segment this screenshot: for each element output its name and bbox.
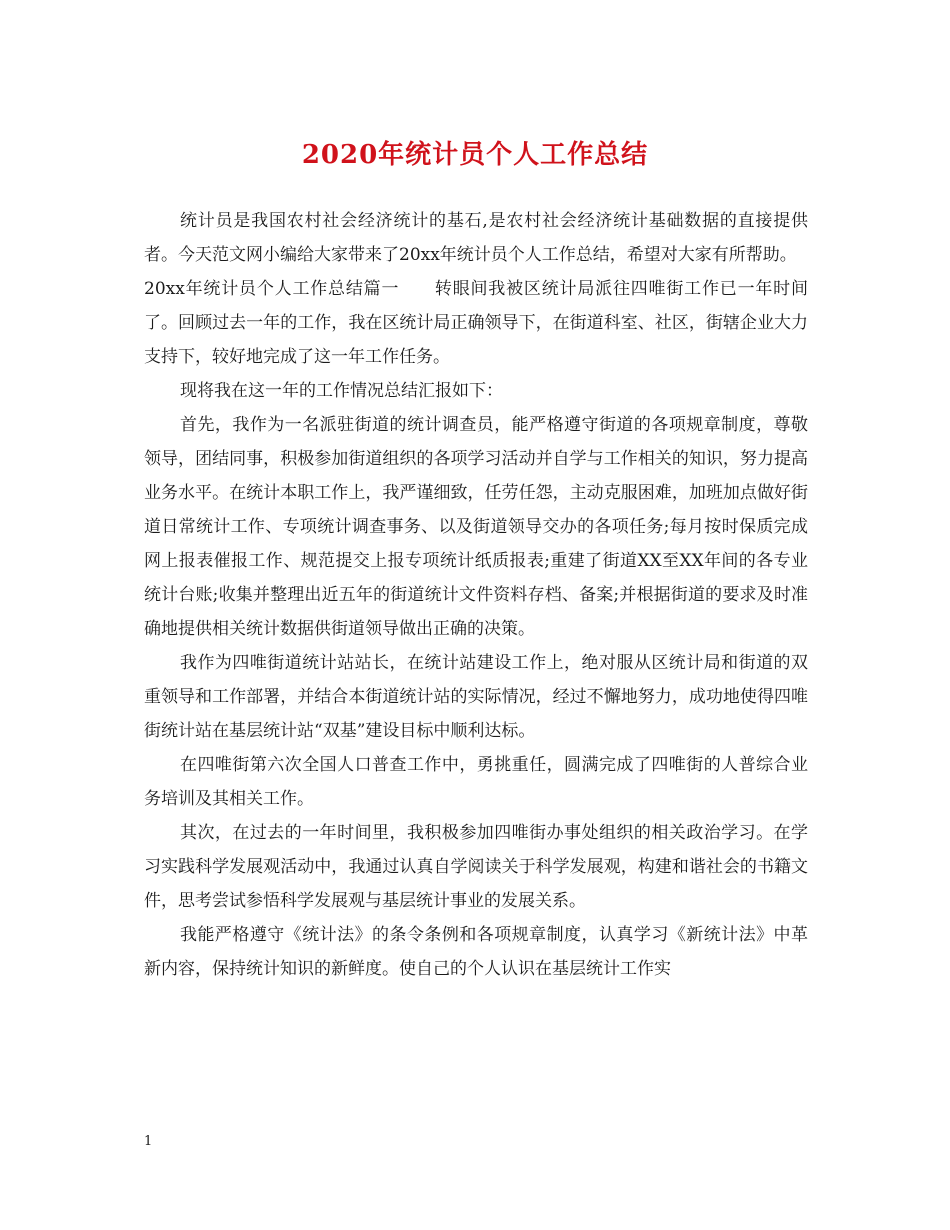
document-title: 2020年统计员个人工作总结 bbox=[301, 140, 649, 170]
paragraph-intro: 统计员是我国农村社会经济统计的基石,是农村社会经济统计基础数据的直接提供者。今天范文网小编给大家带来了20xx年统计员个人工作总结，希望对大家有所帮助。 bbox=[144, 211, 808, 265]
document-body bbox=[144, 204, 808, 986]
paragraph-law: 我能严格遵守《统计法》的条令条例和各项规章制度，认真学习《新统计法》中革新内容，保持统计知识的新鲜度。使自己的个人认识在基层统计工作实 bbox=[144, 925, 808, 979]
paragraph-summary-lead: 现将我在这一年的工作情况总结汇报如下： bbox=[180, 381, 503, 401]
page-number: 1 bbox=[144, 1134, 153, 1149]
paragraph-census: 在四唯街第六次全国人口普查工作中，勇挑重任，圆满完成了四唯街的人普综合业务培训及其相关工作。 bbox=[144, 755, 808, 809]
paragraph-section-one: 20xx年统计员个人工作总结篇一 转眼间我被区统计局派往四唯街工作已一年时间了。回顾过去一年的工作，我在区统计局正确领导下，在街道科室、社区，街辖企业大力支持下，较好地完成了这一年工作任务。 bbox=[144, 279, 808, 367]
paragraph-station: 我作为四唯街道统计站站长，在统计站建设工作上，绝对服从区统计局和街道的双重领导和工作部署，并结合本街道统计站的实际情况，经过不懈地努力，成功地使得四唯街统计站在基层统计站“双基”建设目标中顺利达标。 bbox=[144, 653, 808, 741]
paragraph-second: 其次，在过去的一年时间里，我积极参加四唯街办事处组织的相关政治学习。在学习实践科学发展观活动中，我通过认真自学阅读关于科学发展观，构建和谐社会的书籍文件，思考尝试参悟科学发展观与基层统计事业的发展关系。 bbox=[144, 823, 808, 911]
paragraph-first: 首先，我作为一名派驻街道的统计调查员，能严格遵守街道的各项规章制度，尊敬领导，团结同事，积极参加街道组织的各项学习活动并自学与工作相关的知识，努力提高业务水平。在统计本职工作上，我严谨细致，任劳任怨，主动克服困难，加班加点做好街道日常统计工作、专项统计调查事务、以及街道领导交办的各项任务;每月按时保质完成网上报表催报工作、规范提交上报专项统计纸质报表;重建了街道XX至XX年间的各专业统计台账;收集并整理出近五年的街道统计文件资料存档、备案;并根据街道的要求及时准确地提供相关统计数据供街道领导做出正确的决策。 bbox=[144, 415, 808, 639]
